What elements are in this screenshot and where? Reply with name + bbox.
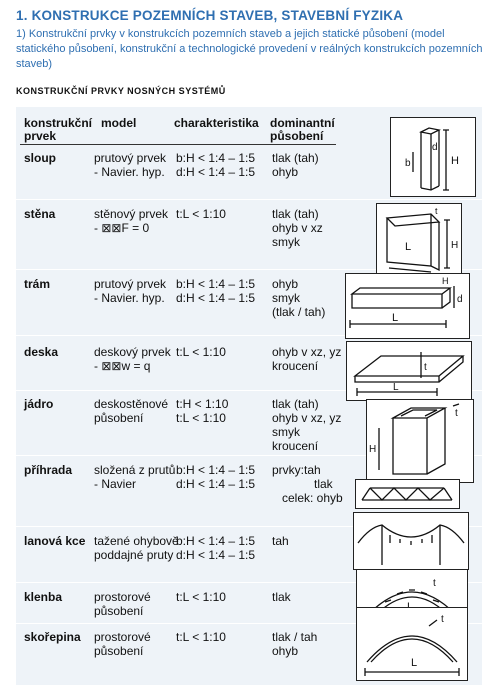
cell-line: deskový prvek: [94, 345, 171, 359]
cell-line: t:L < 1:10: [176, 411, 226, 425]
row-separator: [16, 199, 482, 200]
sketch-sloup: [390, 117, 476, 197]
svg-text:H: H: [451, 155, 459, 167]
cell-prvek: příhrada: [24, 463, 73, 477]
svg-text:t: t: [441, 614, 444, 625]
cell-pusobeni: [272, 397, 341, 453]
cell-line: b:H < 1:4 – 1:5: [176, 463, 256, 477]
cell-model: [94, 630, 151, 658]
sketch-tram: [345, 273, 470, 339]
svg-text:L: L: [392, 312, 399, 324]
cell-pusobeni: [272, 151, 319, 179]
cell-line: složená z prutů: [94, 463, 176, 477]
cell-line: prutový prvek: [94, 151, 167, 165]
cell-charakteristika: [176, 463, 255, 491]
svg-text:L: L: [405, 241, 412, 253]
cell-prvek: lanová kce: [24, 534, 86, 548]
svg-text:t: t: [455, 408, 458, 419]
svg-text:t: t: [435, 206, 438, 216]
cell-line: tlak (tah): [272, 397, 319, 411]
cell-line: tlak: [272, 590, 291, 604]
cell-line: ohyb v xz, yz: [272, 345, 342, 359]
cell-line: ohyb: [272, 277, 299, 291]
cell-line: d:H < 1:4 – 1:5: [176, 291, 256, 305]
cell-model: [94, 207, 168, 235]
cell-charakteristika: [176, 590, 226, 604]
cell-pusobeni: [272, 277, 325, 319]
cell-line: t:L < 1:10: [176, 207, 226, 221]
cell-line: d:H < 1:4 – 1:5: [176, 548, 256, 562]
cell-model: [94, 345, 171, 373]
header-prvek: konstrukční prvek: [24, 116, 93, 143]
cell-line: prostorové: [94, 630, 151, 644]
cell-pusobeni: [272, 590, 291, 604]
cell-line: celek: ohyb: [282, 491, 343, 505]
cell-line: ohyb v xz, yz: [272, 411, 342, 425]
cell-prvek: sloup: [24, 151, 56, 165]
cell-charakteristika: [176, 630, 226, 644]
header-model: model: [101, 116, 137, 130]
cell-line: - ⊠⊠w = q: [94, 359, 151, 373]
cell-pusobeni: [272, 534, 289, 548]
cell-charakteristika: [176, 534, 255, 562]
svg-text:d: d: [457, 294, 463, 305]
header-charakteristika: charakteristika: [174, 116, 259, 130]
cell-prvek: deska: [24, 345, 59, 359]
svg-text:t: t: [433, 578, 436, 589]
cell-line: ohyb v xz: [272, 221, 323, 235]
cell-line: - Navier. hyp.: [94, 291, 165, 305]
svg-text:H: H: [369, 444, 377, 455]
cell-line: tažené ohybově: [94, 534, 179, 548]
cell-line: ohyb: [272, 165, 299, 179]
cell-line: poddajné pruty: [94, 548, 174, 562]
cell-line: působení: [94, 644, 144, 658]
cell-prvek: klenba: [24, 590, 63, 604]
sketch-label: b: [405, 158, 411, 169]
sketch-skorepina: [356, 607, 468, 681]
cell-model: [94, 277, 166, 305]
cell-pusobeni: [272, 630, 317, 658]
cell-line: d:H < 1:4 – 1:5: [176, 477, 256, 491]
cell-line: b:H < 1:4 – 1:5: [176, 151, 256, 165]
cell-model: [94, 463, 175, 491]
cell-pusobeni: [272, 463, 343, 505]
cell-model: [94, 397, 168, 425]
elements-table-panel: [16, 107, 482, 685]
cell-line: d:H < 1:4 – 1:5: [176, 165, 256, 179]
cell-line: - Navier: [94, 477, 137, 491]
cell-line: - ⊠⊠F = 0: [94, 221, 150, 235]
cell-line: - Navier. hyp.: [94, 165, 165, 179]
cell-line: tlak (tah): [272, 207, 319, 221]
cell-model: [94, 590, 151, 618]
cell-line: t:L < 1:10: [176, 630, 226, 644]
svg-text:L: L: [411, 657, 418, 669]
sketch-prihrada: [355, 479, 460, 509]
sketch-deska: [346, 341, 472, 401]
sketch-jadro: [366, 399, 474, 483]
cell-line: smyk: [272, 235, 300, 249]
cell-prvek: trám: [24, 277, 51, 291]
section-heading: KONSTRUKČNÍ PRVKY NOSNÝCH SYSTÉMŮ: [16, 86, 226, 96]
cell-charakteristika: [176, 277, 255, 305]
cell-line: tlak: [314, 477, 333, 491]
cell-line: t:L < 1:10: [176, 345, 226, 359]
page-subtitle: 1) Konstrukční prvky v konstrukcích pozemních staveb a jejich statické působení (model statického působení, konstrukční a technologické provedení v reálných konstrukcích pozemních staveb): [16, 28, 483, 70]
cell-line: prostorové: [94, 590, 151, 604]
cell-prvek: skořepina: [24, 630, 81, 644]
cell-line: kroucení: [272, 439, 319, 453]
header-divider: [20, 144, 336, 145]
cell-pusobeni: [272, 207, 323, 249]
cell-line: ohyb: [272, 644, 299, 658]
sketch-stena: [376, 203, 462, 277]
svg-text:H: H: [442, 276, 449, 286]
cell-prvek: jádro: [24, 397, 54, 411]
cell-line: b:H < 1:4 – 1:5: [176, 534, 256, 548]
cell-line: tlak / tah: [272, 630, 318, 644]
cell-line: působení: [94, 411, 144, 425]
cell-prvek: stěna: [24, 207, 56, 221]
cell-line: smyk: [272, 291, 300, 305]
cell-line: (tlak / tah): [272, 305, 326, 319]
svg-text:t: t: [424, 362, 427, 373]
svg-text:L: L: [393, 382, 399, 393]
svg-text:d: d: [432, 142, 438, 153]
cell-model: [94, 534, 179, 562]
cell-pusobeni: [272, 345, 341, 373]
cell-charakteristika: [176, 207, 226, 221]
cell-model: [94, 151, 166, 179]
cell-line: kroucení: [272, 359, 319, 373]
cell-charakteristika: [176, 151, 255, 179]
cell-line: deskostěnové: [94, 397, 169, 411]
cell-line: působení: [94, 604, 144, 618]
sketch-lanova-kce: [353, 512, 469, 570]
header-pusobeni: dominantní působení: [270, 116, 335, 143]
cell-line: tah: [272, 534, 289, 548]
cell-line: smyk: [272, 425, 300, 439]
cell-line: b:H < 1:4 – 1:5: [176, 277, 256, 291]
cell-line: t:L < 1:10: [176, 590, 226, 604]
cell-line: stěnový prvek: [94, 207, 169, 221]
svg-text:H: H: [451, 240, 459, 251]
cell-line: prvky:tah: [272, 463, 321, 477]
cell-line: tlak (tah): [272, 151, 319, 165]
cell-charakteristika: [176, 397, 228, 425]
cell-line: t:H < 1:10: [176, 397, 229, 411]
cell-charakteristika: [176, 345, 226, 359]
cell-line: prutový prvek: [94, 277, 167, 291]
page-title: 1. KONSTRUKCE POZEMNÍCH STAVEB, STAVEBNÍ FYZIKA: [16, 8, 404, 23]
